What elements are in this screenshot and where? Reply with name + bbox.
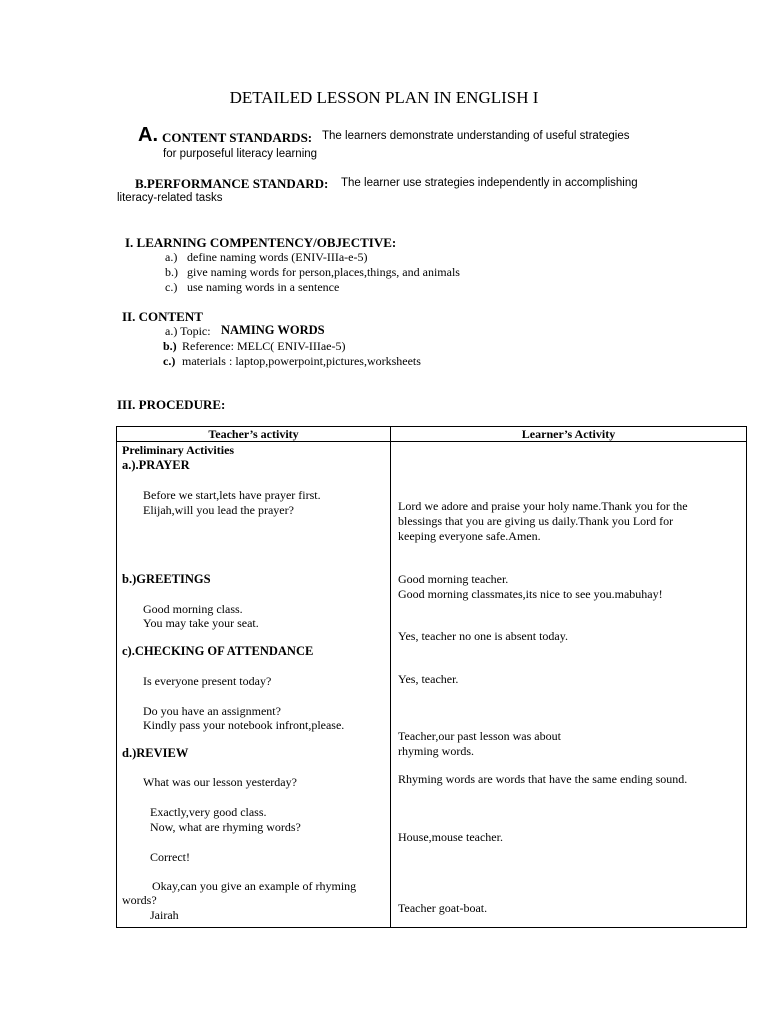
learner-review-line-4: House,mouse teacher. (398, 830, 503, 844)
learner-greetings-line-1: Good morning teacher. (398, 572, 509, 586)
learner-review-line-3: Rhyming words are words that have the same ending sound. (398, 772, 688, 786)
teacher-review-line-1: What was our lesson yesterday? (143, 775, 297, 789)
teacher-prayer-line-1: Before we start,lets have prayer first. (143, 488, 321, 502)
learner-review-line-2: rhyming words. (398, 744, 474, 758)
learner-greetings-line-2: Good morning classmates,its nice to see you.mabuhay! (398, 587, 663, 601)
prayer-heading: a.).PRAYER (122, 458, 190, 472)
procedure-heading: III. PROCEDURE: (117, 397, 226, 412)
learner-review-line-5: Teacher goat-boat. (398, 901, 488, 915)
learner-review-line-1: Teacher,our past lesson was about (398, 729, 561, 743)
topic-value: NAMING WORDS (221, 323, 325, 337)
teacher-review-line-2: Exactly,very good class. (150, 805, 267, 819)
performance-standard-text-1: The learner use strategies independently in accomplishing (341, 177, 638, 189)
teacher-attendance-line-2: Do you have an assignment? (143, 704, 281, 718)
learner-assignment-line-1: Yes, teacher. (398, 672, 459, 686)
teacher-review-line-6: words? (122, 893, 157, 907)
learner-prayer-line-2: blessings that you are giving us daily.Thank you Lord for (398, 514, 674, 528)
content-standards-text-1: The learners demonstrate understanding of useful strategies (322, 130, 630, 142)
review-heading: d.)REVIEW (122, 746, 189, 760)
objective-marker-c: c.) (165, 280, 178, 294)
materials-marker: c.) (163, 354, 176, 368)
page-title: DETAILED LESSON PLAN IN ENGLISH I (229, 88, 539, 107)
teacher-greetings-line-2: You may take your seat. (143, 616, 259, 630)
teacher-review-line-3: Now, what are rhyming words? (150, 820, 301, 834)
learner-column-header: Learner’s Activity (521, 427, 616, 441)
reference-marker: b.) (163, 339, 177, 353)
teacher-review-line-4: Correct! (150, 850, 190, 864)
procedure-table (116, 426, 747, 928)
objective-item-c: use naming words in a sentence (187, 280, 340, 294)
greetings-heading: b.)GREETINGS (122, 572, 211, 586)
teacher-attendance-line-1: Is everyone present today? (143, 674, 272, 688)
performance-standard-text-2: literacy-related tasks (117, 192, 223, 204)
objective-item-b: give naming words for person,places,things, and animals (187, 265, 460, 279)
learner-prayer-line-3: keeping everyone safe.Amen. (398, 529, 541, 543)
teacher-review-line-7: Jairah (150, 908, 179, 922)
learning-competency-heading: I. LEARNING COMPENTENCY/OBJECTIVE: (125, 235, 397, 250)
objective-item-a: define naming words (ENIV-IIIa-e-5) (187, 250, 368, 264)
table-column-divider (390, 427, 391, 927)
teacher-column-header: Teacher’s activity (208, 427, 299, 441)
teacher-greetings-line-1: Good morning class. (143, 602, 243, 616)
learner-attendance-line-1: Yes, teacher no one is absent today. (398, 629, 568, 643)
attendance-heading: c).CHECKING OF ATTENDANCE (122, 644, 314, 658)
content-standards-label: CONTENT STANDARDS: (162, 130, 313, 145)
teacher-prayer-line-2: Elijah,will you lead the prayer? (143, 503, 294, 517)
objective-marker-b: b.) (165, 265, 178, 279)
content-standards-text-2: for purposeful literacy learning (163, 148, 318, 160)
teacher-attendance-line-3: Kindly pass your notebook infront,please. (143, 718, 345, 732)
objective-marker-a: a.) (165, 250, 178, 264)
learner-prayer-line-1: Lord we adore and praise your holy name.Thank you for the (398, 499, 688, 513)
reference-text: Reference: MELC( ENIV-IIIae-5) (182, 339, 346, 353)
content-standards-letter: A. (138, 124, 158, 146)
topic-prefix: a.) Topic: (165, 324, 211, 338)
teacher-review-line-5: Okay,can you give an example of rhyming (152, 879, 357, 893)
materials-text: materials : laptop,powerpoint,pictures,worksheets (182, 354, 421, 368)
preliminary-activities-label: Preliminary Activities (122, 443, 235, 457)
performance-standard-label: B.PERFORMANCE STANDARD: (135, 176, 329, 191)
content-heading: II. CONTENT (122, 309, 203, 324)
